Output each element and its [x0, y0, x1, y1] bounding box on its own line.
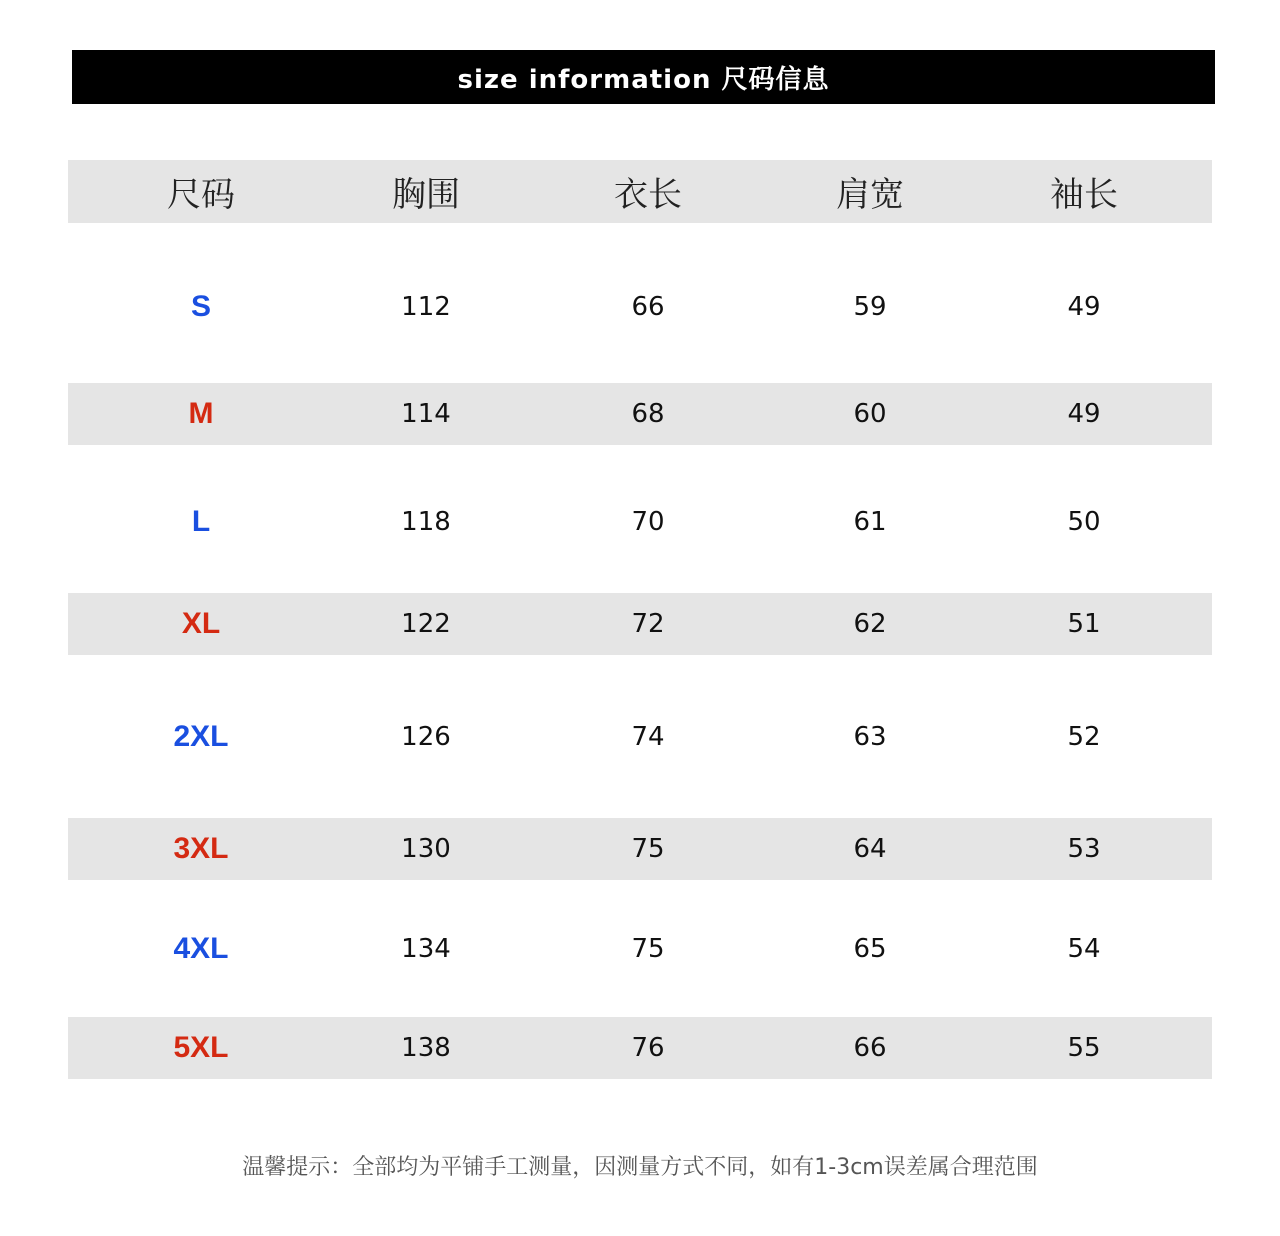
- chest-value: 114: [401, 399, 451, 429]
- size-label: 3XL: [173, 832, 229, 865]
- shoulder-value: 62: [853, 609, 887, 639]
- title-bar: [72, 50, 1215, 104]
- size-label: 5XL: [173, 1031, 229, 1064]
- sleeve-value: 54: [1067, 934, 1101, 964]
- chest-value: 138: [401, 1033, 451, 1063]
- length-value: 74: [631, 722, 665, 752]
- shoulder-value: 65: [853, 934, 887, 964]
- table-row: [68, 1017, 1212, 1079]
- length-value: 75: [631, 934, 665, 964]
- chest-value: 118: [401, 507, 451, 537]
- table-row: [68, 818, 1212, 880]
- header-size: 尺码: [167, 175, 235, 215]
- sleeve-value: 49: [1067, 399, 1101, 429]
- shoulder-value: 59: [853, 292, 887, 322]
- length-value: 70: [631, 507, 665, 537]
- table-row: [68, 276, 1212, 338]
- table-row: [68, 706, 1212, 768]
- header-length: 衣长: [614, 175, 682, 215]
- size-label: 4XL: [173, 932, 229, 965]
- shoulder-value: 64: [853, 834, 887, 864]
- size-label: 2XL: [173, 720, 229, 753]
- length-value: 66: [631, 292, 665, 322]
- table-row: [68, 593, 1212, 655]
- length-value: 76: [631, 1033, 665, 1063]
- shoulder-value: 66: [853, 1033, 887, 1063]
- table-row: [68, 383, 1212, 445]
- chest-value: 122: [401, 609, 451, 639]
- size-label: S: [190, 290, 212, 323]
- shoulder-value: 63: [853, 722, 887, 752]
- measurement-note: 温馨提示：全部均为平铺手工测量，因测量方式不同，如有1-3cm误差属合理范围: [242, 1155, 1038, 1180]
- table-row: [68, 918, 1212, 980]
- size-label: XL: [181, 607, 221, 640]
- length-value: 72: [631, 609, 665, 639]
- chest-value: 130: [401, 834, 451, 864]
- sleeve-value: 55: [1067, 1033, 1101, 1063]
- sleeve-value: 52: [1067, 722, 1101, 752]
- table-header: [68, 160, 1212, 223]
- chest-value: 112: [401, 292, 451, 322]
- sleeve-value: 49: [1067, 292, 1101, 322]
- size-label: L: [191, 505, 211, 538]
- sleeve-value: 53: [1067, 834, 1101, 864]
- chest-value: 134: [401, 934, 451, 964]
- shoulder-value: 60: [853, 399, 887, 429]
- header-chest: 胸围: [392, 175, 460, 215]
- shoulder-value: 61: [853, 507, 887, 537]
- length-value: 68: [631, 399, 665, 429]
- sleeve-value: 51: [1067, 609, 1101, 639]
- page-title: size information 尺码信息: [457, 64, 830, 95]
- table-row: [68, 491, 1212, 553]
- header-shoulder: 肩宽: [836, 175, 904, 215]
- header-sleeve: 袖长: [1050, 175, 1118, 215]
- chest-value: 126: [401, 722, 451, 752]
- size-label: M: [188, 397, 214, 430]
- sleeve-value: 50: [1067, 507, 1101, 537]
- length-value: 75: [631, 834, 665, 864]
